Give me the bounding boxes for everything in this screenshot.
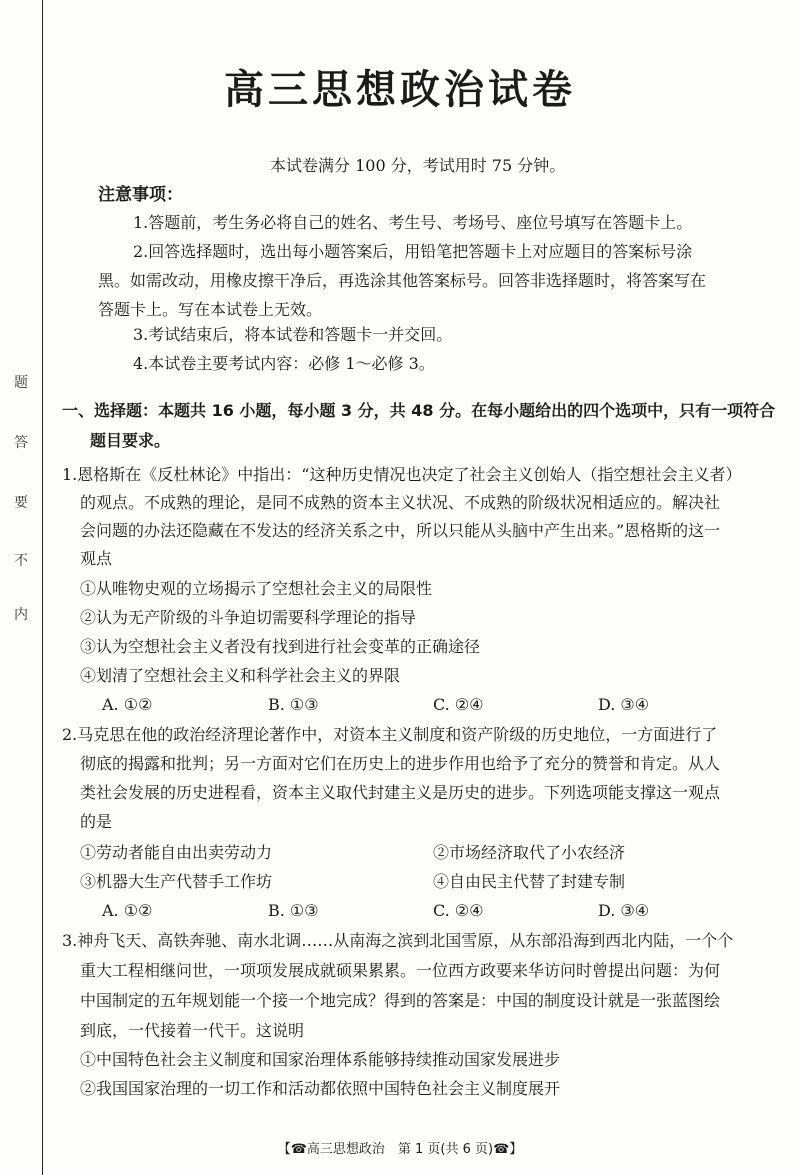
question-2-option-d: D. ③④ xyxy=(598,901,650,920)
notice-line: 4.本试卷主要考试内容：必修 1～必修 3。 xyxy=(133,354,435,373)
notice-heading: 注意事项： xyxy=(98,185,183,205)
question-1-stem: 的观点。不成熟的理论，是同不成熟的资本主义状况、不成熟的阶级状况相适应的。解决社 xyxy=(80,493,721,512)
notice-line: 黑。如需改动，用橡皮擦干净后，再选涂其他答案标号。回答非选择题时，将答案写在 xyxy=(98,271,707,290)
subtitle: 本试卷满分 100 分，考试用时 75 分钟。 xyxy=(270,156,566,175)
notice-line: 3.考试结束后，将本试卷和答题卡一并交回。 xyxy=(133,325,453,344)
question-3-stem: 到底，一代接着一代干。这说明 xyxy=(80,1021,305,1040)
question-2-item: ②市场经济取代了小农经济 xyxy=(433,843,626,862)
side-label-4: 不 xyxy=(14,553,28,569)
question-1-item: ③认为空想社会主义者没有找到进行社会变革的正确途径 xyxy=(80,637,481,656)
question-2-option-b: B. ①③ xyxy=(268,901,319,920)
notice-line: 2.回答选择题时，选出每小题答案后，用铅笔把答题卡上对应题目的答案标号涂 xyxy=(133,242,693,261)
section-heading: 一、选择题：本题共 16 小题，每小题 3 分，共 48 分。在每小题给出的四个选项中，只有一项符合 xyxy=(62,401,776,420)
page-title: 高三思想政治试卷 xyxy=(224,67,576,113)
question-1-option-d: D. ③④ xyxy=(598,695,650,714)
question-1-option-c: C. ②④ xyxy=(433,695,484,714)
notice-line: 1.答题前，考生务必将自己的姓名、考生号、考场号、座位号填写在答题卡上。 xyxy=(133,213,693,232)
question-1-item: ④划清了空想社会主义和科学社会主义的界限 xyxy=(80,666,401,685)
side-label-3: 要 xyxy=(14,495,28,511)
page-footer: 【☎高三思想政治 第 1 页(共 6 页)☎】 xyxy=(277,1142,523,1157)
question-2-stem: 类社会发展的历史进程看，资本主义取代封建主义是历史的进步。下列选项能支撑这一观点 xyxy=(80,783,721,802)
question-2-option-c: C. ②④ xyxy=(433,901,484,920)
question-1-stem: 会问题的办法还隐藏在不发达的经济关系之中，所以只能从头脑中产生出来。”恩格斯的这一 xyxy=(80,521,721,540)
question-1-option-b: B. ①③ xyxy=(268,695,319,714)
notice-line: 答题卡上。写在本试卷上无效。 xyxy=(98,300,323,319)
side-label-2: 答 xyxy=(14,435,28,451)
question-1-option-a: A. ①② xyxy=(102,695,153,714)
question-3-item: ①中国特色社会主义制度和国家治理体系能够持续推动国家发展进步 xyxy=(80,1050,561,1069)
question-3-stem: 重大工程相继问世，一项项发展成就硕果累累。一位西方政要来华访问时曾提出问题：为何 xyxy=(80,961,721,980)
question-3-item: ②我国国家治理的一切工作和活动都依照中国特色社会主义制度展开 xyxy=(80,1079,561,1098)
section-heading-cont: 题目要求。 xyxy=(90,431,171,450)
question-1-stem: 观点 xyxy=(80,549,113,568)
question-3-stem: 3.神舟飞天、高铁奔驰、南水北调……从南海之滨到北国雪原，从东部沿海到西北内陆，一个个 xyxy=(62,931,734,950)
question-1-item: ①从唯物史观的立场揭示了空想社会主义的局限性 xyxy=(80,579,433,598)
question-1-stem: 1.恩格斯在《反杜林论》中指出：“这种历史情况也决定了社会主义创始人（指空想社会主义者） xyxy=(62,465,742,484)
question-2-stem: 的是 xyxy=(80,812,113,831)
question-2-option-a: A. ①② xyxy=(102,901,153,920)
question-1-item: ②认为无产阶级的斗争迫切需要科学理论的指导 xyxy=(80,608,417,627)
question-3-stem: 中国制定的五年规划能一个接一个地完成？得到的答案是：中国的制度设计就是一张蓝图绘 xyxy=(80,991,721,1010)
question-2-item: ④自由民主代替了封建专制 xyxy=(433,872,626,891)
side-label-5: 内 xyxy=(14,607,28,623)
side-label-1: 题 xyxy=(14,375,28,391)
binding-line xyxy=(42,0,43,1175)
question-2-stem: 2.马克思在他的政治经济理论著作中，对资本主义制度和资产阶级的历史地位，一方面进行了 xyxy=(62,725,718,744)
question-2-item: ①劳动者能自由出卖劳动力 xyxy=(80,843,273,862)
question-2-stem: 彻底的揭露和批判；另一方面对它们在历史上的进步作用也给予了充分的赞誉和肯定。从人 xyxy=(80,754,721,773)
question-2-item: ③机器大生产代替手工作坊 xyxy=(80,872,273,891)
